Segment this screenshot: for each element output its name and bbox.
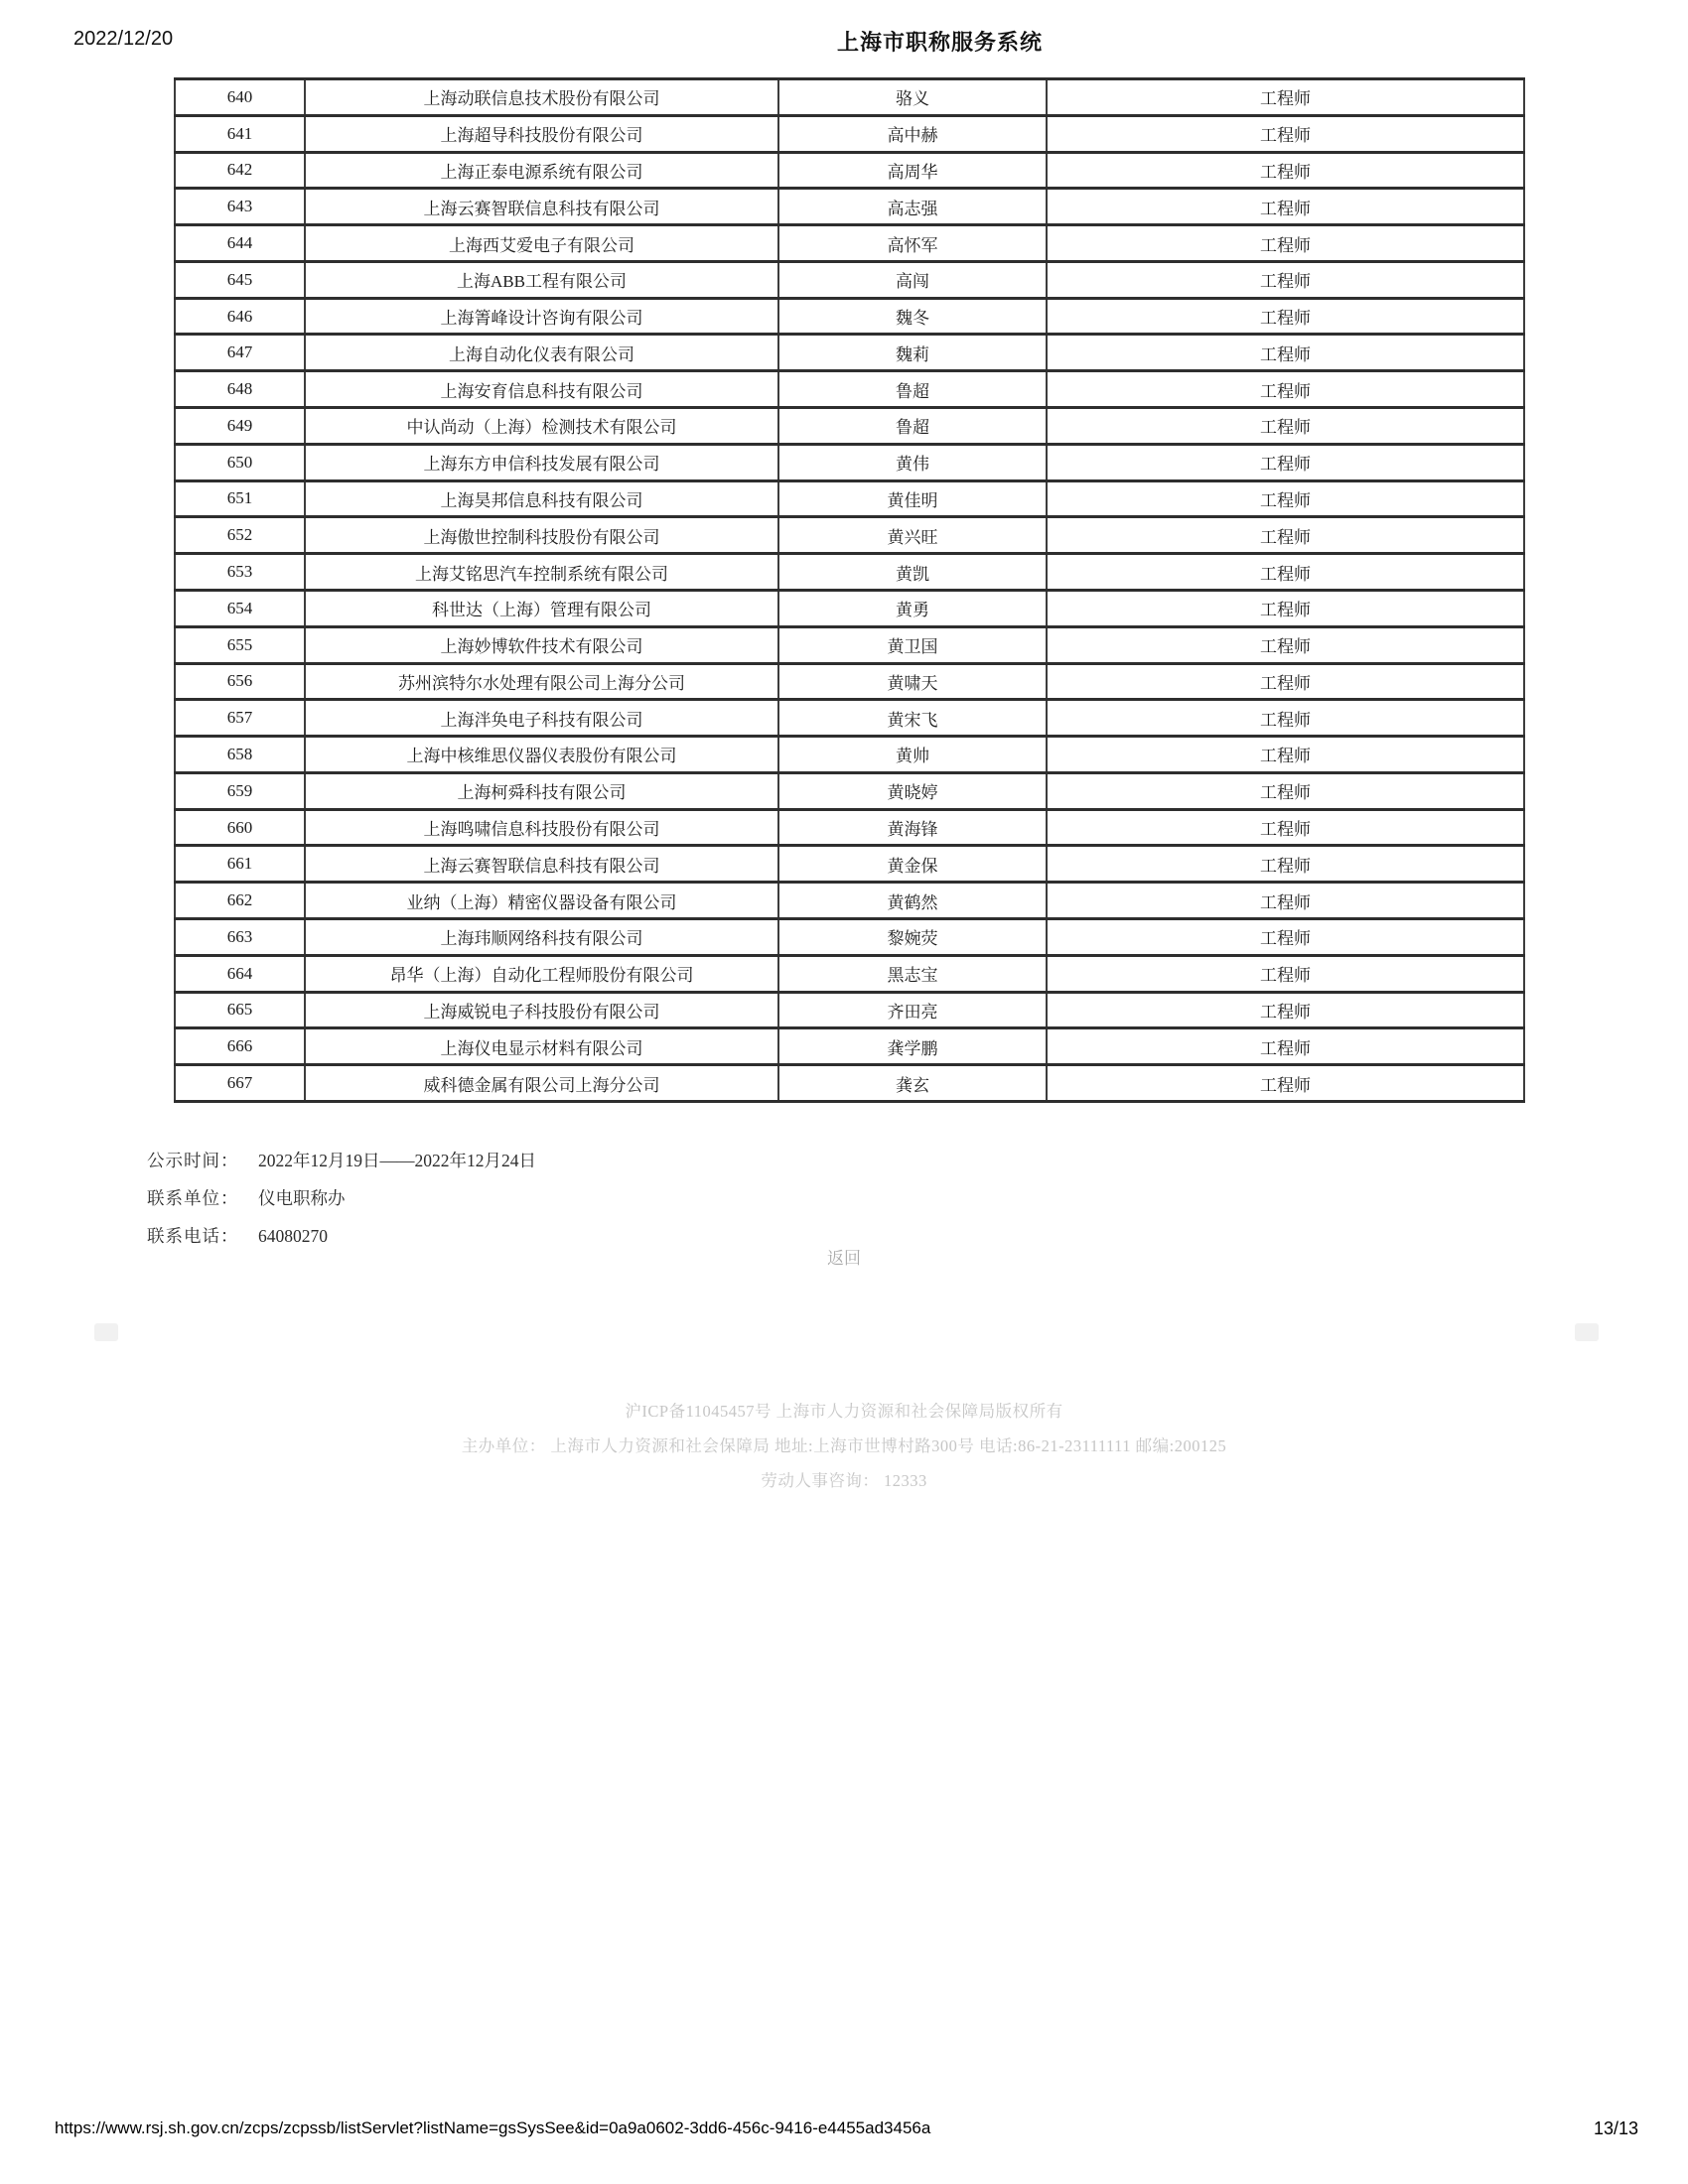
job-title-cell: 工程师 xyxy=(1047,955,1524,992)
company-cell: 上海云赛智联信息科技有限公司 xyxy=(305,846,778,883)
company-cell: 上海泮奂电子科技有限公司 xyxy=(305,700,778,737)
person-name-cell: 黄海锋 xyxy=(778,809,1047,846)
person-name-cell: 黄卫国 xyxy=(778,626,1047,663)
row-number-cell: 664 xyxy=(175,955,305,992)
engineer-roster-table xyxy=(174,77,1525,1103)
company-cell: 上海东方申信科技发展有限公司 xyxy=(305,444,778,480)
table-row xyxy=(175,517,1524,554)
publicity-notice-block xyxy=(147,1142,536,1255)
footer-organizer-line: 主办单位： 上海市人力资源和社会保障局 地址:上海市世博村路300号 电话:86-21-23111111 邮编:200125 xyxy=(461,1436,1227,1455)
row-number-cell: 656 xyxy=(175,663,305,700)
company-cell: 上海动联信息技术股份有限公司 xyxy=(305,79,778,116)
row-number-cell: 657 xyxy=(175,700,305,737)
job-title-cell: 工程师 xyxy=(1047,152,1524,189)
table-row xyxy=(175,225,1524,262)
company-cell: 上海妙博软件技术有限公司 xyxy=(305,626,778,663)
person-name-cell: 黄鹤然 xyxy=(778,883,1047,919)
job-title-cell: 工程师 xyxy=(1047,1028,1524,1065)
contact-unit-value: 仪电职称办 xyxy=(258,1188,346,1208)
company-cell: 威科德金属有限公司上海分公司 xyxy=(305,1065,778,1102)
contact-phone-label: 联系电话： xyxy=(147,1226,239,1246)
job-title-cell: 工程师 xyxy=(1047,480,1524,517)
job-title-cell: 工程师 xyxy=(1047,590,1524,626)
table-row xyxy=(175,992,1524,1028)
person-name-cell: 高中赫 xyxy=(778,115,1047,152)
table-row xyxy=(175,554,1524,591)
job-title-cell: 工程师 xyxy=(1047,663,1524,700)
company-cell: 上海昊邦信息科技有限公司 xyxy=(305,480,778,517)
table-row xyxy=(175,1065,1524,1102)
job-title-cell: 工程师 xyxy=(1047,225,1524,262)
contact-unit-line xyxy=(147,1179,536,1217)
print-page-number: 13/13 xyxy=(1593,2118,1638,2138)
row-number-cell: 653 xyxy=(175,554,305,591)
page-nav-left-ghost-icon xyxy=(94,1323,118,1341)
table-row xyxy=(175,626,1524,663)
company-cell: 上海西艾爱电子有限公司 xyxy=(305,225,778,262)
publicity-period-label: 公示时间： xyxy=(147,1151,239,1170)
table-row xyxy=(175,152,1524,189)
person-name-cell: 黄帅 xyxy=(778,737,1047,773)
person-name-cell: 黄佳明 xyxy=(778,480,1047,517)
table-row xyxy=(175,772,1524,809)
table-row xyxy=(175,298,1524,335)
job-title-cell: 工程师 xyxy=(1047,517,1524,554)
footer-hotline-line: 劳动人事咨询： 12333 xyxy=(761,1471,927,1490)
person-name-cell: 黄凯 xyxy=(778,554,1047,591)
company-cell: 苏州滨特尔水处理有限公司上海分公司 xyxy=(305,663,778,700)
person-name-cell: 黑志宝 xyxy=(778,955,1047,992)
company-cell: 上海柯舜科技有限公司 xyxy=(305,772,778,809)
job-title-cell: 工程师 xyxy=(1047,1065,1524,1102)
company-cell: 中认尚动（上海）检测技术有限公司 xyxy=(305,408,778,445)
person-name-cell: 骆义 xyxy=(778,79,1047,116)
company-cell: 业纳（上海）精密仪器设备有限公司 xyxy=(305,883,778,919)
company-cell: 上海安育信息科技有限公司 xyxy=(305,371,778,408)
person-name-cell: 鲁超 xyxy=(778,371,1047,408)
company-cell: 上海傲世控制科技股份有限公司 xyxy=(305,517,778,554)
table-row xyxy=(175,737,1524,773)
job-title-cell: 工程师 xyxy=(1047,846,1524,883)
row-number-cell: 661 xyxy=(175,846,305,883)
job-title-cell: 工程师 xyxy=(1047,554,1524,591)
row-number-cell: 647 xyxy=(175,335,305,371)
job-title-cell: 工程师 xyxy=(1047,335,1524,371)
job-title-cell: 工程师 xyxy=(1047,737,1524,773)
publicity-period-value: 2022年12月19日——2022年12月24日 xyxy=(258,1151,536,1170)
person-name-cell: 魏莉 xyxy=(778,335,1047,371)
company-cell: 上海正泰电源系统有限公司 xyxy=(305,152,778,189)
company-cell: 上海云赛智联信息科技有限公司 xyxy=(305,189,778,225)
table-row xyxy=(175,480,1524,517)
row-number-cell: 650 xyxy=(175,444,305,480)
row-number-cell: 667 xyxy=(175,1065,305,1102)
job-title-cell: 工程师 xyxy=(1047,809,1524,846)
row-number-cell: 652 xyxy=(175,517,305,554)
row-number-cell: 648 xyxy=(175,371,305,408)
row-number-cell: 660 xyxy=(175,809,305,846)
row-number-cell: 663 xyxy=(175,918,305,955)
row-number-cell: 643 xyxy=(175,189,305,225)
footer-icp-line: 沪ICP备11045457号 上海市人力资源和社会保障局版权所有 xyxy=(625,1402,1063,1421)
row-number-cell: 649 xyxy=(175,408,305,445)
person-name-cell: 齐田亮 xyxy=(778,992,1047,1028)
job-title-cell: 工程师 xyxy=(1047,371,1524,408)
company-cell: 上海ABB工程有限公司 xyxy=(305,261,778,298)
row-number-cell: 659 xyxy=(175,772,305,809)
table-row xyxy=(175,444,1524,480)
person-name-cell: 鲁超 xyxy=(778,408,1047,445)
company-cell: 昂华（上海）自动化工程师股份有限公司 xyxy=(305,955,778,992)
job-title-cell: 工程师 xyxy=(1047,189,1524,225)
job-title-cell: 工程师 xyxy=(1047,261,1524,298)
table-row xyxy=(175,115,1524,152)
job-title-cell: 工程师 xyxy=(1047,115,1524,152)
row-number-cell: 651 xyxy=(175,480,305,517)
company-cell: 上海鸣啸信息科技股份有限公司 xyxy=(305,809,778,846)
page-nav-right-ghost-icon xyxy=(1575,1323,1599,1341)
job-title-cell: 工程师 xyxy=(1047,79,1524,116)
company-cell: 上海威锐电子科技股份有限公司 xyxy=(305,992,778,1028)
table-row xyxy=(175,700,1524,737)
company-cell: 上海中核维思仪器仪表股份有限公司 xyxy=(305,737,778,773)
table-row xyxy=(175,335,1524,371)
job-title-cell: 工程师 xyxy=(1047,700,1524,737)
row-number-cell: 655 xyxy=(175,626,305,663)
table-row xyxy=(175,408,1524,445)
job-title-cell: 工程师 xyxy=(1047,918,1524,955)
table-row xyxy=(175,371,1524,408)
company-cell: 上海超导科技股份有限公司 xyxy=(305,115,778,152)
person-name-cell: 黄金保 xyxy=(778,846,1047,883)
table-row xyxy=(175,189,1524,225)
person-name-cell: 黎婉荧 xyxy=(778,918,1047,955)
table-row xyxy=(175,663,1524,700)
company-cell: 上海玮顺网络科技有限公司 xyxy=(305,918,778,955)
person-name-cell: 黄勇 xyxy=(778,590,1047,626)
table-row xyxy=(175,918,1524,955)
table-row xyxy=(175,809,1524,846)
job-title-cell: 工程师 xyxy=(1047,626,1524,663)
contact-phone-value: 64080270 xyxy=(258,1226,328,1246)
table-row xyxy=(175,590,1524,626)
back-button[interactable]: 返回 xyxy=(827,1249,861,1268)
person-name-cell: 黄兴旺 xyxy=(778,517,1047,554)
row-number-cell: 644 xyxy=(175,225,305,262)
company-cell: 上海仪电显示材料有限公司 xyxy=(305,1028,778,1065)
company-cell: 上海艾铭思汽车控制系统有限公司 xyxy=(305,554,778,591)
person-name-cell: 魏冬 xyxy=(778,298,1047,335)
row-number-cell: 666 xyxy=(175,1028,305,1065)
company-cell: 上海自动化仪表有限公司 xyxy=(305,335,778,371)
row-number-cell: 645 xyxy=(175,261,305,298)
person-name-cell: 黄啸天 xyxy=(778,663,1047,700)
row-number-cell: 646 xyxy=(175,298,305,335)
print-header-date: 2022/12/20 xyxy=(73,28,174,50)
person-name-cell: 黄伟 xyxy=(778,444,1047,480)
person-name-cell: 龚玄 xyxy=(778,1065,1047,1102)
person-name-cell: 龚学鹏 xyxy=(778,1028,1047,1065)
person-name-cell: 高怀军 xyxy=(778,225,1047,262)
job-title-cell: 工程师 xyxy=(1047,992,1524,1028)
row-number-cell: 640 xyxy=(175,79,305,116)
table-row xyxy=(175,79,1524,116)
table-row xyxy=(175,846,1524,883)
company-cell: 上海箐峰设计咨询有限公司 xyxy=(305,298,778,335)
table-row xyxy=(175,1028,1524,1065)
page-title: 上海市职称服务系统 xyxy=(837,30,1044,55)
job-title-cell: 工程师 xyxy=(1047,444,1524,480)
publicity-period-line xyxy=(147,1142,536,1179)
row-number-cell: 641 xyxy=(175,115,305,152)
site-footer xyxy=(0,1394,1688,1498)
job-title-cell: 工程师 xyxy=(1047,772,1524,809)
person-name-cell: 黄宋飞 xyxy=(778,700,1047,737)
person-name-cell: 高闯 xyxy=(778,261,1047,298)
row-number-cell: 662 xyxy=(175,883,305,919)
person-name-cell: 高周华 xyxy=(778,152,1047,189)
row-number-cell: 658 xyxy=(175,737,305,773)
row-number-cell: 642 xyxy=(175,152,305,189)
contact-unit-label: 联系单位： xyxy=(147,1188,239,1208)
person-name-cell: 高志强 xyxy=(778,189,1047,225)
table-row xyxy=(175,261,1524,298)
table-row xyxy=(175,955,1524,992)
print-footer-url: https://www.rsj.sh.gov.cn/zcps/zcpssb/listServlet?listName=gsSysSee&id=0a9a0602-3dd6-456c-9416-e4455ad3456a xyxy=(55,2118,931,2137)
job-title-cell: 工程师 xyxy=(1047,408,1524,445)
job-title-cell: 工程师 xyxy=(1047,298,1524,335)
person-name-cell: 黄晓婷 xyxy=(778,772,1047,809)
table-row xyxy=(175,883,1524,919)
company-cell: 科世达（上海）管理有限公司 xyxy=(305,590,778,626)
row-number-cell: 654 xyxy=(175,590,305,626)
job-title-cell: 工程师 xyxy=(1047,883,1524,919)
row-number-cell: 665 xyxy=(175,992,305,1028)
